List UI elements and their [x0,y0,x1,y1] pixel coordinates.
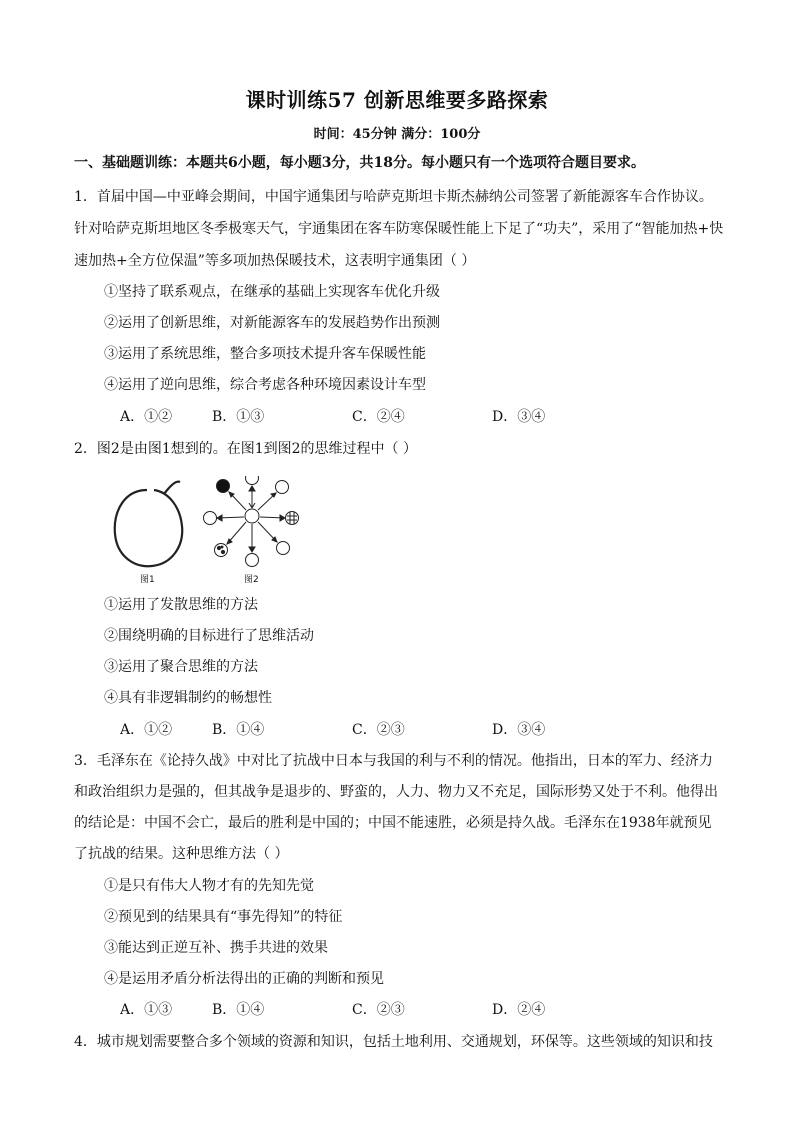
q2-line-1: 2．图2是由图1想到的。在图1到图2的思维过程中（ ） [74,441,417,457]
q1-line-1: 1．首届中国—中亚峰会期间，中国宇通集团与哈萨克斯坦卡斯杰赫纳公司签署了新能源客车合作协议。 [74,189,713,205]
q2-option-3: ③运用了聚合思维的方法 [104,659,258,675]
q1-choices [120,406,680,426]
exam-meta: 时间：45分钟 满分：100分 [313,127,481,142]
q1-choice-b: B．①③ [212,409,265,425]
q2-choices [120,719,680,739]
section-heading: 一、基础题训练：本题共6小题，每小题3分，共18分。每小题只有一个选项符合题目要求。 [74,155,645,171]
q2-figure [110,476,310,586]
q3-choices [120,999,680,1019]
q3-line-3: 的结论是：中国不会亡，最后的胜利是中国的；中国不能速胜，必须是持久战。毛泽东在1938年就预见 [74,815,712,831]
q3-line-4: 了抗战的结果。这种思维方法（ ） [74,846,289,862]
q1-option-1: ①坚持了联系观点，在继承的基础上实现客车优化升级 [104,284,440,300]
q1-choice-c: C．②④ [352,409,405,425]
q3-line-2: 和政治组织力是强的，但其战争是退步的、野蛮的，人力、物力又不充足，国际形势又处于不利。他得出 [74,784,718,800]
q3-choice-d: D．②④ [492,1002,546,1018]
q1-line-2: 针对哈萨克斯坦地区冬季极寒天气，宇通集团在客车防寒保暖性能上下足了“功夫”，采用了“智能加热+快 [74,221,724,237]
figure-1-label: 图1 [140,575,155,585]
q3-option-3: ③能达到正逆互补、携手共进的效果 [104,940,328,956]
q1-choice-d: D．③④ [492,409,546,425]
page-title: 课时训练57 创新思维要多路探索 [245,88,549,112]
q3-line-1: 3．毛泽东在《论持久战》中对比了抗战中日本与我国的利与不利的情况。他指出，日本的军力、经济力 [74,753,713,769]
q2-choice-b: B．①④ [212,722,265,738]
q1-option-4: ④运用了逆向思维，综合考虑各种环境因素设计车型 [104,377,426,393]
q2-choice-c: C．②③ [352,722,405,738]
q4-line-1: 4．城市规划需要整合多个领域的资源和知识，包括土地利用、交通规划，环保等。这些领域的知识和技 [74,1034,713,1050]
q3-choice-b: B．①④ [212,1002,265,1018]
q2-option-2: ②围绕明确的目标进行了思维活动 [104,628,314,644]
q1-line-3: 速加热+全方位保温”等多项加热保暖技术，这表明宇通集团（ ） [74,253,476,269]
q2-choice-a: A．①② [120,722,173,738]
figure-1-drawing [115,482,182,567]
q1-option-3: ③运用了系统思维，整合多项技术提升客车保暖性能 [104,346,426,362]
q1-option-2: ②运用了创新思维，对新能源客车的发展趋势作出预测 [104,315,440,331]
q3-choice-a: A．①③ [120,1002,173,1018]
figure-2-label: 图2 [244,575,259,585]
figure-2-drawing [204,476,299,567]
q3-option-1: ①是只有伟大人物才有的先知先觉 [104,878,314,894]
q2-choice-d: D．③④ [492,722,546,738]
q1-choice-a: A．①② [120,409,173,425]
q3-choice-c: C．②③ [352,1002,405,1018]
q2-option-4: ④具有非逻辑制约的畅想性 [104,690,272,706]
figure-illustration [110,476,310,586]
q3-option-2: ②预见到的结果具有“事先得知”的特征 [104,909,343,925]
q3-option-4: ④是运用矛盾分析法得出的正确的判断和预见 [104,971,384,987]
q2-option-1: ①运用了发散思维的方法 [104,597,258,613]
